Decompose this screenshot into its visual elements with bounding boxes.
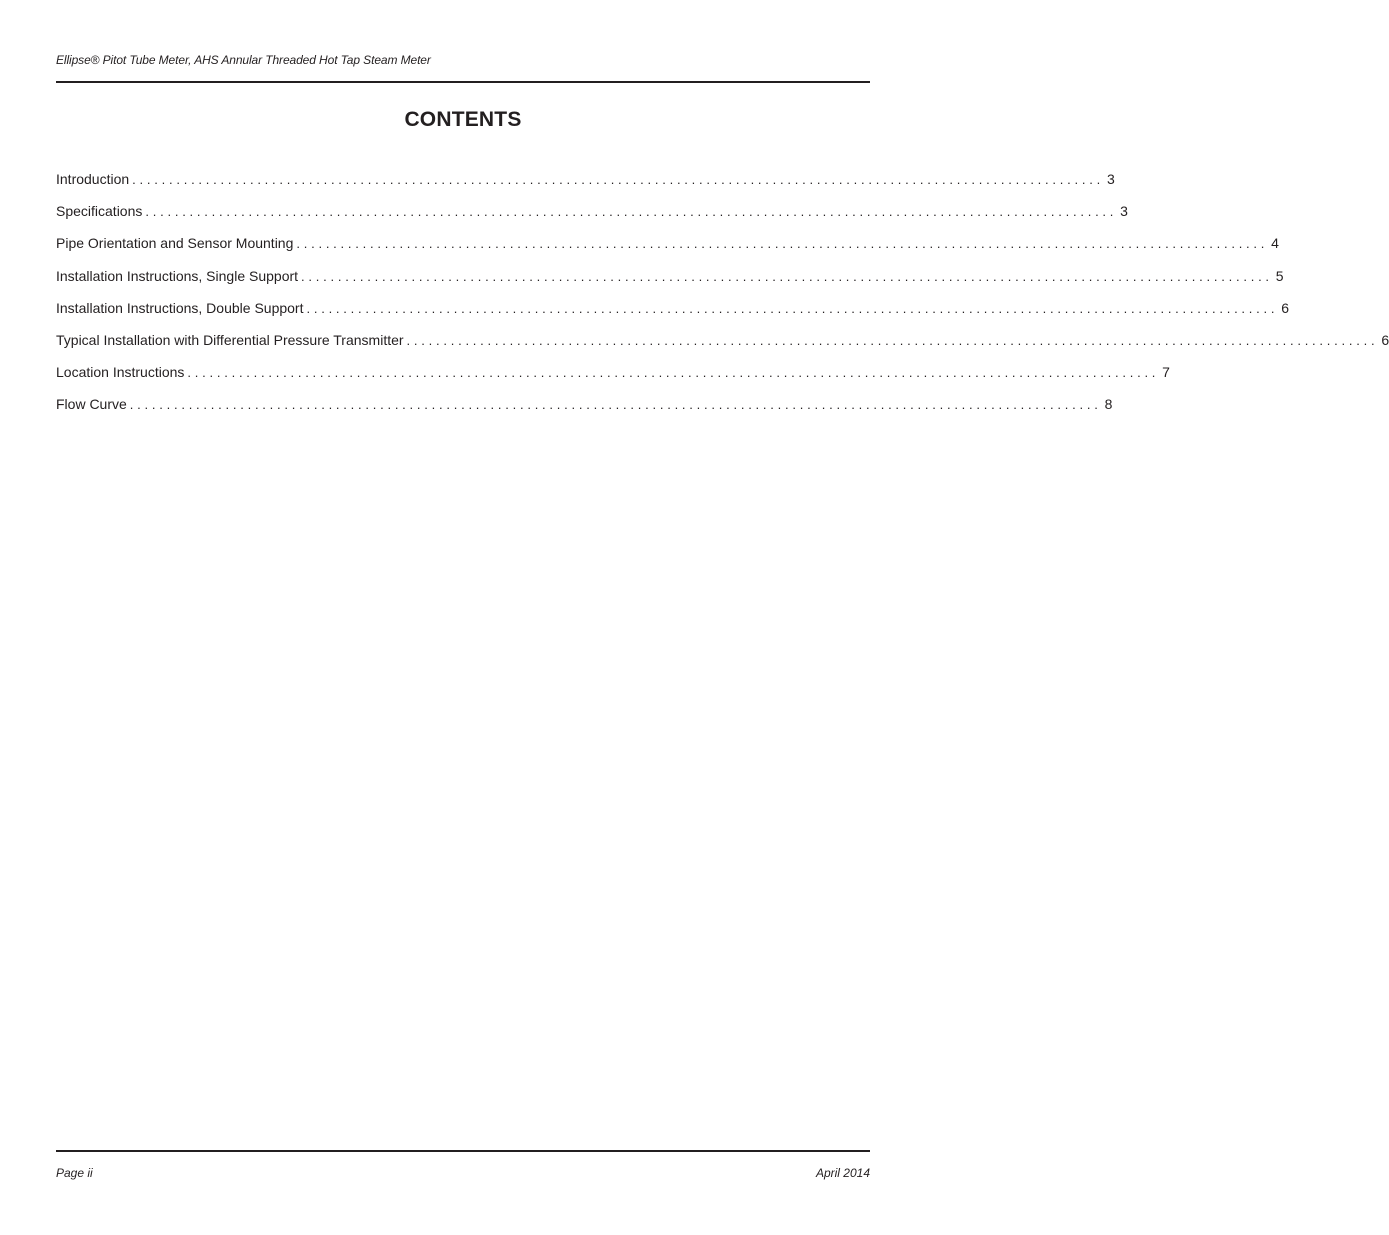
toc-entry-label: Introduction — [56, 171, 130, 187]
toc-entry-label: Installation Instructions, Double Support — [56, 299, 304, 316]
toc-entry-label: Location Instructions — [56, 364, 185, 381]
dot-leader: .................................................................................................................................... — [145, 204, 1118, 220]
toc-entry-flow-curve[interactable] — [56, 396, 1113, 428]
dot-leader: .................................................................................................................................... — [301, 268, 1273, 284]
running-header: Ellipse® Pitot Tube Meter, AHS Annular Threaded Hot Tap Steam Meter — [56, 53, 431, 67]
toc-entry-typical-installation[interactable] — [56, 331, 1389, 364]
toc-entry-label: Specifications — [56, 203, 143, 220]
toc-entry-label: Installation Instructions, Single Support — [56, 267, 299, 284]
dot-leader: .................................................................................................................................... — [187, 365, 1160, 381]
toc-entry-location-instructions[interactable] — [56, 364, 1170, 396]
toc-entry-specifications[interactable] — [56, 203, 1128, 235]
toc-entry-page: 4 — [1271, 235, 1279, 252]
toc-entry-page: 7 — [1162, 364, 1170, 381]
toc-entry-introduction[interactable] — [56, 171, 1115, 203]
footer-rule — [56, 1150, 870, 1152]
contents-title: CONTENTS — [404, 108, 522, 131]
toc-entry-label: Typical Installation with Differential Pressure Transmitter — [56, 331, 404, 348]
table-of-contents — [56, 171, 1389, 429]
dot-leader: .................................................................................................................................... — [406, 332, 1379, 348]
toc-entry-label: Flow Curve — [56, 396, 127, 413]
header-rule — [56, 81, 870, 83]
toc-entry-page: 6 — [1381, 331, 1389, 348]
toc-entry-installation-double-support[interactable] — [56, 299, 1290, 332]
dot-leader: .................................................................................................................................... — [132, 172, 1104, 187]
toc-entry-page: 6 — [1281, 299, 1290, 316]
publication-date: April 2014 — [815, 1166, 870, 1180]
toc-entry-page: 8 — [1104, 396, 1113, 413]
dot-leader: .................................................................................................................................... — [296, 236, 1269, 252]
toc-entry-label: Pipe Orientation and Sensor Mounting — [56, 235, 294, 252]
toc-entry-pipe-orientation[interactable] — [56, 235, 1279, 267]
dot-leader: .................................................................................................................................... — [306, 300, 1279, 316]
toc-entry-page: 5 — [1275, 267, 1284, 284]
dot-leader: .................................................................................................................................... — [129, 397, 1102, 413]
page-number: Page ii — [56, 1166, 93, 1180]
toc-entry-page: 3 — [1106, 171, 1115, 187]
toc-entry-page: 3 — [1120, 203, 1128, 220]
toc-entry-installation-single-support[interactable] — [56, 267, 1284, 300]
